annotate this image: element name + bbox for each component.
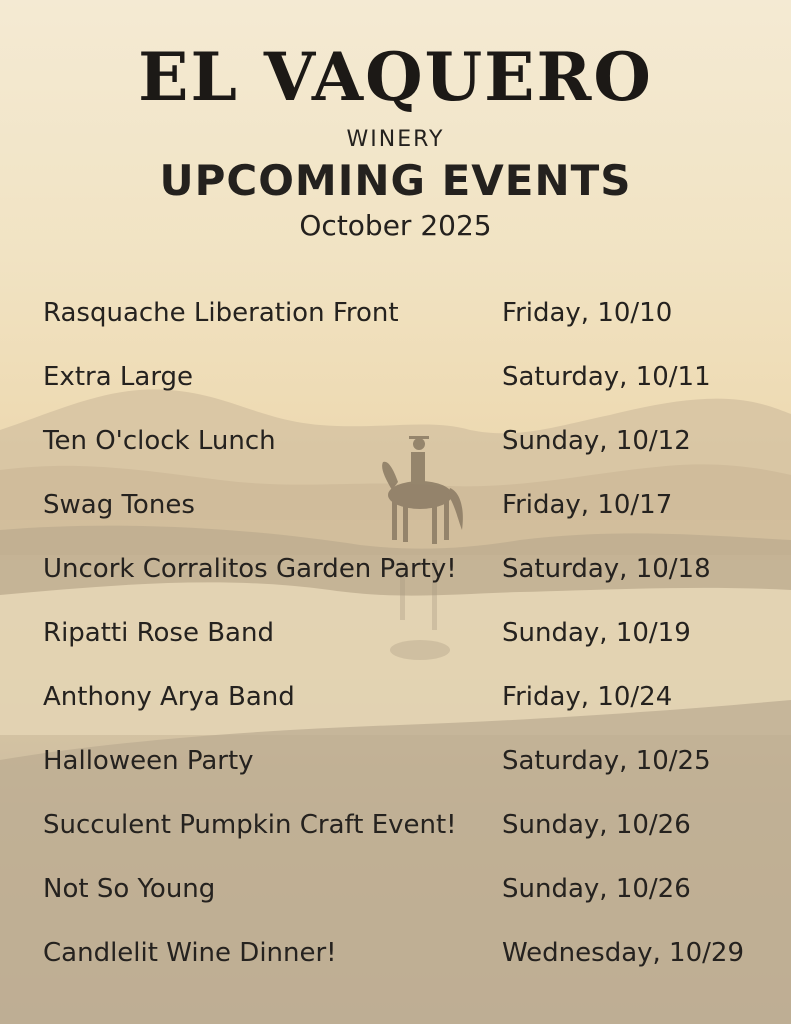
event-name: Ripatti Rose Band xyxy=(43,618,274,648)
event-name: Swag Tones xyxy=(43,490,195,520)
event-date: Sunday, 10/26 xyxy=(502,874,691,904)
event-date: Wednesday, 10/29 xyxy=(502,938,744,968)
event-row xyxy=(0,866,791,926)
brand-title: EL VAQUERO xyxy=(138,38,653,116)
event-date: Friday, 10/17 xyxy=(502,490,673,520)
event-name: Succulent Pumpkin Craft Event! xyxy=(43,810,457,840)
event-date: Saturday, 10/18 xyxy=(502,554,711,584)
event-row xyxy=(0,290,791,350)
event-row xyxy=(0,802,791,862)
event-name: Halloween Party xyxy=(43,746,254,776)
event-name: Anthony Arya Band xyxy=(43,682,295,712)
event-date: Saturday, 10/11 xyxy=(502,362,711,392)
event-date: Sunday, 10/12 xyxy=(502,426,691,456)
event-row xyxy=(0,546,791,606)
event-date: Saturday, 10/25 xyxy=(502,746,711,776)
event-row xyxy=(0,738,791,798)
event-name: Rasquache Liberation Front xyxy=(43,298,399,328)
events-month: October 2025 xyxy=(299,209,492,242)
event-name: Candlelit Wine Dinner! xyxy=(43,938,337,968)
event-date: Sunday, 10/19 xyxy=(502,618,691,648)
event-row xyxy=(0,930,791,990)
event-row xyxy=(0,418,791,478)
event-date: Sunday, 10/26 xyxy=(502,810,691,840)
events-heading: UPCOMING EVENTS xyxy=(159,156,632,205)
event-name: Uncork Corralitos Garden Party! xyxy=(43,554,457,584)
event-row xyxy=(0,354,791,414)
event-date: Friday, 10/24 xyxy=(502,682,673,712)
brand-subtitle: WINERY xyxy=(346,127,445,152)
event-name: Extra Large xyxy=(43,362,194,392)
event-row xyxy=(0,610,791,670)
event-date: Friday, 10/10 xyxy=(502,298,673,328)
event-row xyxy=(0,674,791,734)
event-name: Ten O'clock Lunch xyxy=(43,426,276,456)
event-row xyxy=(0,482,791,542)
event-name: Not So Young xyxy=(43,874,216,904)
